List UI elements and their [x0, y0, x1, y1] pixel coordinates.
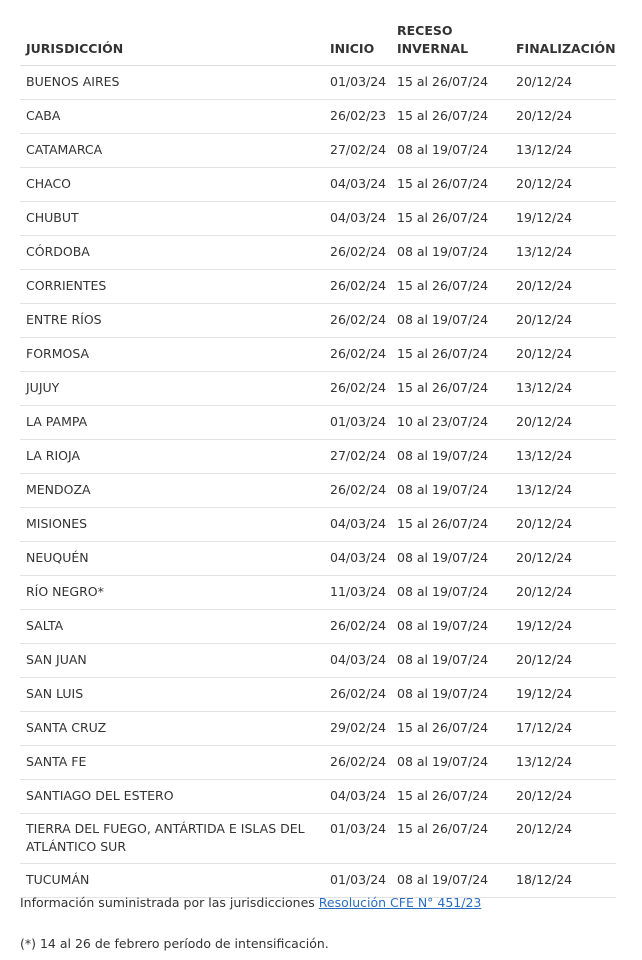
header-finalizacion: FINALIZACIÓN: [510, 22, 616, 66]
cell-jurisdiccion: SAN LUIS: [20, 678, 324, 712]
cell-finalizacion: 13/12/24: [510, 372, 616, 406]
cell-inicio: 26/02/24: [324, 474, 391, 508]
table-row: [20, 474, 616, 508]
cell-receso-invernal: 08 al 19/07/24: [391, 644, 510, 678]
cell-inicio: 26/02/24: [324, 372, 391, 406]
table-row: [20, 508, 616, 542]
cell-inicio: 26/02/24: [324, 610, 391, 644]
table-row: [20, 100, 616, 134]
cell-finalizacion: 13/12/24: [510, 746, 616, 780]
table-row: [20, 440, 616, 474]
table-row: [20, 372, 616, 406]
header-jurisdiccion: JURISDICCIÓN: [20, 22, 324, 66]
cell-jurisdiccion: CHACO: [20, 168, 324, 202]
cell-finalizacion: 13/12/24: [510, 236, 616, 270]
header-receso-line2: INVERNAL: [397, 41, 469, 56]
table-row: [20, 304, 616, 338]
cell-receso-invernal: 08 al 19/07/24: [391, 236, 510, 270]
cell-inicio: 01/03/24: [324, 864, 391, 898]
table-row: [20, 202, 616, 236]
header-inicio: INICIO: [324, 22, 391, 66]
table-row: [20, 814, 616, 864]
cell-jurisdiccion: LA PAMPA: [20, 406, 324, 440]
cell-receso-invernal: 08 al 19/07/24: [391, 474, 510, 508]
cell-receso-invernal: 08 al 19/07/24: [391, 864, 510, 898]
cell-finalizacion: 20/12/24: [510, 66, 616, 100]
cell-jurisdiccion: BUENOS AIRES: [20, 66, 324, 100]
cell-receso-invernal: 08 al 19/07/24: [391, 542, 510, 576]
cell-jurisdiccion: CORRIENTES: [20, 270, 324, 304]
cell-jurisdiccion: SALTA: [20, 610, 324, 644]
cell-receso-invernal: 15 al 26/07/24: [391, 508, 510, 542]
cell-receso-invernal: 15 al 26/07/24: [391, 202, 510, 236]
table-row: [20, 712, 616, 746]
cell-receso-invernal: 15 al 26/07/24: [391, 270, 510, 304]
cell-receso-invernal: 15 al 26/07/24: [391, 780, 510, 814]
school-calendar-table: [20, 22, 616, 898]
table-row: [20, 66, 616, 100]
table-header: [20, 22, 616, 66]
cell-finalizacion: 20/12/24: [510, 270, 616, 304]
cell-inicio: 04/03/24: [324, 508, 391, 542]
cell-inicio: 27/02/24: [324, 134, 391, 168]
calendar-table-container: [20, 22, 616, 898]
cell-inicio: 27/02/24: [324, 440, 391, 474]
table-row: [20, 406, 616, 440]
source-info: [20, 894, 481, 912]
cell-receso-invernal: 08 al 19/07/24: [391, 304, 510, 338]
table-body: [20, 66, 616, 898]
cell-inicio: 04/03/24: [324, 542, 391, 576]
table-row: [20, 644, 616, 678]
cell-finalizacion: 13/12/24: [510, 134, 616, 168]
cell-jurisdiccion: MENDOZA: [20, 474, 324, 508]
cell-inicio: 04/03/24: [324, 780, 391, 814]
cell-inicio: 26/02/24: [324, 338, 391, 372]
table-row: [20, 864, 616, 898]
cell-jurisdiccion: SANTIAGO DEL ESTERO: [20, 780, 324, 814]
cell-finalizacion: 20/12/24: [510, 644, 616, 678]
cell-jurisdiccion: SANTA CRUZ: [20, 712, 324, 746]
source-info-text: Información suministrada por las jurisdicciones: [20, 895, 319, 910]
cell-jurisdiccion: SANTA FE: [20, 746, 324, 780]
cell-finalizacion: 19/12/24: [510, 202, 616, 236]
cell-finalizacion: 20/12/24: [510, 406, 616, 440]
cell-finalizacion: 20/12/24: [510, 780, 616, 814]
cell-inicio: 11/03/24: [324, 576, 391, 610]
cell-inicio: 26/02/24: [324, 236, 391, 270]
table-row: [20, 134, 616, 168]
table-row: [20, 610, 616, 644]
cell-jurisdiccion: TUCUMÁN: [20, 864, 324, 898]
table-row: [20, 168, 616, 202]
cell-finalizacion: 20/12/24: [510, 338, 616, 372]
cell-finalizacion: 20/12/24: [510, 100, 616, 134]
cell-jurisdiccion: JUJUY: [20, 372, 324, 406]
table-row: [20, 542, 616, 576]
table-row: [20, 780, 616, 814]
cell-finalizacion: 20/12/24: [510, 168, 616, 202]
cell-receso-invernal: 08 al 19/07/24: [391, 134, 510, 168]
cell-finalizacion: 20/12/24: [510, 814, 616, 864]
cell-receso-invernal: 10 al 23/07/24: [391, 406, 510, 440]
cell-inicio: 01/03/24: [324, 814, 391, 864]
table-row: [20, 746, 616, 780]
resolution-link[interactable]: Resolución CFE N° 451/23: [318, 895, 482, 910]
cell-receso-invernal: 15 al 26/07/24: [391, 338, 510, 372]
cell-jurisdiccion: NEUQUÉN: [20, 542, 324, 576]
cell-finalizacion: 20/12/24: [510, 304, 616, 338]
table-row: [20, 338, 616, 372]
cell-receso-invernal: 15 al 26/07/24: [391, 168, 510, 202]
cell-receso-invernal: 15 al 26/07/24: [391, 100, 510, 134]
cell-jurisdiccion: CABA: [20, 100, 324, 134]
cell-finalizacion: 20/12/24: [510, 542, 616, 576]
cell-inicio: 04/03/24: [324, 168, 391, 202]
cell-receso-invernal: 08 al 19/07/24: [391, 610, 510, 644]
cell-jurisdiccion: TIERRA DEL FUEGO, ANTÁRTIDA E ISLAS DEL ATLÁNTICO SUR: [20, 814, 324, 864]
cell-inicio: 29/02/24: [324, 712, 391, 746]
cell-finalizacion: 13/12/24: [510, 474, 616, 508]
cell-inicio: 01/03/24: [324, 66, 391, 100]
header-row: [20, 22, 616, 66]
cell-receso-invernal: 15 al 26/07/24: [391, 712, 510, 746]
cell-jurisdiccion: CHUBUT: [20, 202, 324, 236]
cell-finalizacion: 20/12/24: [510, 576, 616, 610]
cell-jurisdiccion: SAN JUAN: [20, 644, 324, 678]
cell-receso-invernal: 08 al 19/07/24: [391, 440, 510, 474]
table-row: [20, 576, 616, 610]
cell-inicio: 04/03/24: [324, 202, 391, 236]
cell-finalizacion: 19/12/24: [510, 678, 616, 712]
cell-finalizacion: 19/12/24: [510, 610, 616, 644]
header-receso-invernal: [391, 22, 510, 66]
footnote: (*) 14 al 26 de febrero período de intensificación.: [20, 936, 329, 951]
cell-inicio: 26/02/24: [324, 678, 391, 712]
cell-finalizacion: 17/12/24: [510, 712, 616, 746]
cell-finalizacion: 18/12/24: [510, 864, 616, 898]
cell-jurisdiccion: RÍO NEGRO*: [20, 576, 324, 610]
cell-jurisdiccion: MISIONES: [20, 508, 324, 542]
cell-finalizacion: 13/12/24: [510, 440, 616, 474]
cell-jurisdiccion: LA RIOJA: [20, 440, 324, 474]
table-row: [20, 678, 616, 712]
table-row: [20, 270, 616, 304]
cell-inicio: 01/03/24: [324, 406, 391, 440]
cell-receso-invernal: 08 al 19/07/24: [391, 576, 510, 610]
cell-inicio: 26/02/24: [324, 746, 391, 780]
cell-inicio: 26/02/24: [324, 270, 391, 304]
cell-finalizacion: 20/12/24: [510, 508, 616, 542]
table-row: [20, 236, 616, 270]
cell-inicio: 26/02/23: [324, 100, 391, 134]
cell-receso-invernal: 08 al 19/07/24: [391, 746, 510, 780]
cell-jurisdiccion: FORMOSA: [20, 338, 324, 372]
cell-receso-invernal: 15 al 26/07/24: [391, 814, 510, 864]
cell-jurisdiccion: CATAMARCA: [20, 134, 324, 168]
cell-receso-invernal: 08 al 19/07/24: [391, 678, 510, 712]
cell-inicio: 04/03/24: [324, 644, 391, 678]
cell-jurisdiccion: CÓRDOBA: [20, 236, 324, 270]
header-receso-line1: RECESO: [397, 23, 453, 38]
cell-receso-invernal: 15 al 26/07/24: [391, 66, 510, 100]
cell-receso-invernal: 15 al 26/07/24: [391, 372, 510, 406]
cell-jurisdiccion: ENTRE RÍOS: [20, 304, 324, 338]
cell-inicio: 26/02/24: [324, 304, 391, 338]
